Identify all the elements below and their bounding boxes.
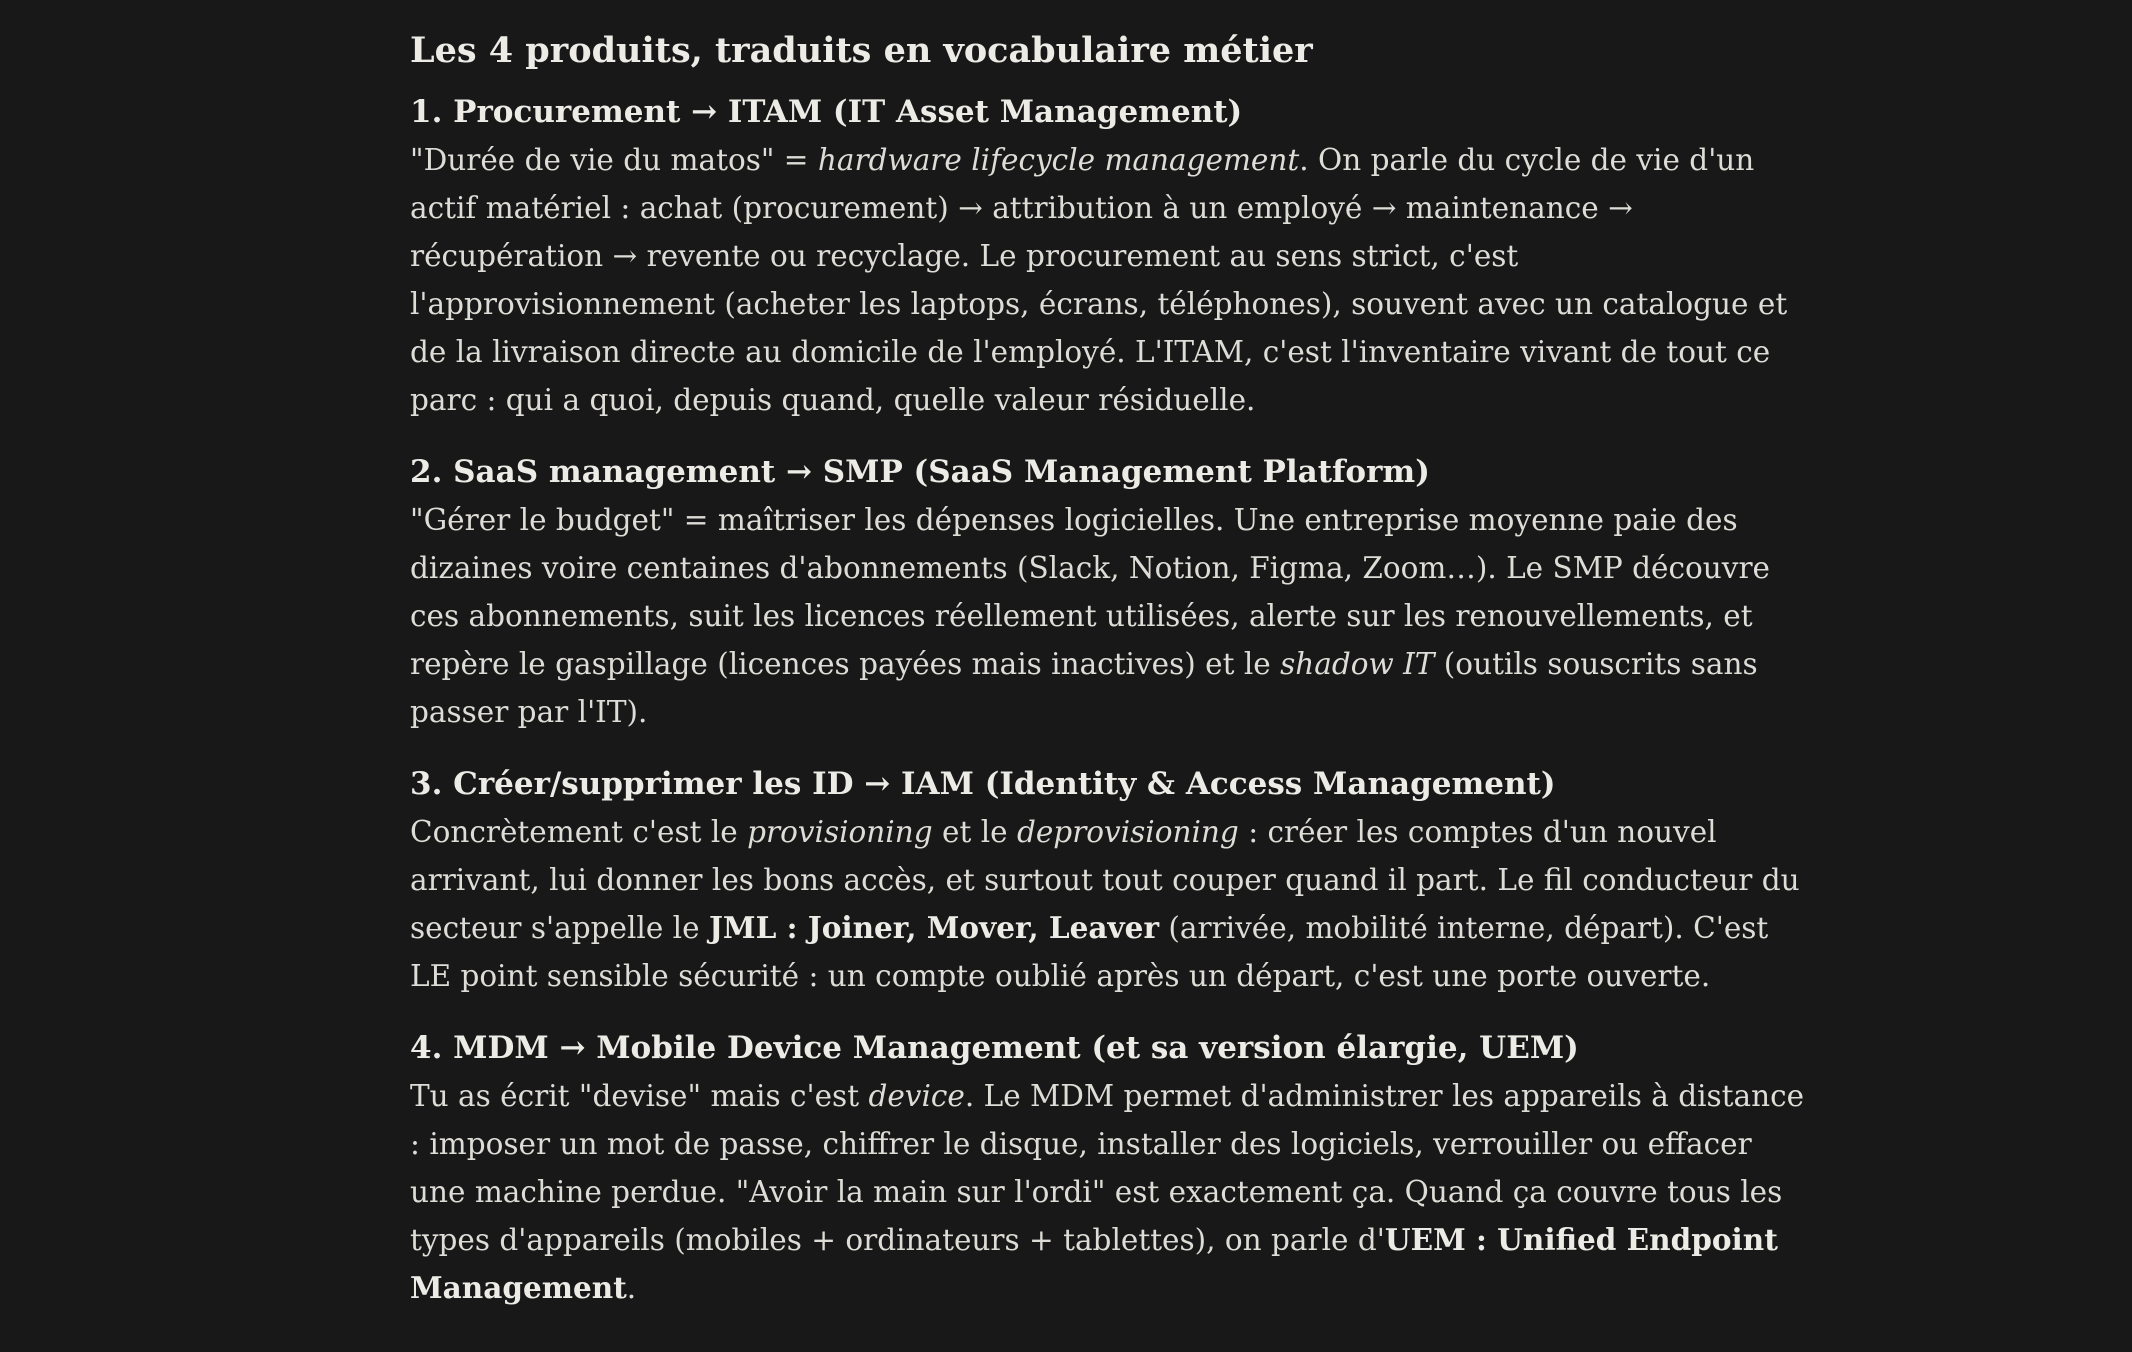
paragraph-text: : créer les comptes d'un nouvel arrivant, lui donner les bons accès, et surtout tout couper quand il part. Le fil conducteur du secteur s'appelle le [410,815,1800,945]
paragraph-text: "Durée de vie du matos" = [410,143,818,177]
section-heading: 1. Procurement → ITAM (IT Asset Management) [410,94,1243,130]
paragraph-text: (outils souscrits sans passer par l'IT). [410,647,1758,729]
paragraph-text: et le [932,815,1017,849]
emphasis-text: hardware lifecycle management [817,143,1300,177]
paragraph-text: . [626,1271,637,1305]
paragraph-text: (arrivée, mobilité interne, départ). C'est LE point sensible sécurité : un compte oublié après un départ, c'est une porte ouverte. [410,911,1769,993]
section-paragraph [410,808,1810,1000]
section-heading: 2. SaaS management → SMP (SaaS Management Platform) [410,454,1430,490]
section-iam [410,760,1810,1000]
section-heading: 4. MDM → Mobile Device Management (et sa version élargie, UEM) [410,1030,1579,1066]
emphasis-text: provisioning [747,815,933,849]
section-paragraph [410,496,1810,736]
bold-text: UEM : Unified Endpoint Management [410,1222,1778,1305]
paragraph-text: Tu as écrit "devise" mais c'est [410,1079,869,1113]
section-itam [410,88,1810,424]
page-title: Les 4 produits, traduits en vocabulaire métier [410,30,1313,71]
paragraph-text: . Le MDM permet d'administrer les appareils à distance : imposer un mot de passe, chiffrer le disque, installer des logiciels, verrouiller ou effacer une machine perdue. "Avoir la main sur l'ordi" est exactement ça. Quand ça couvre tous les types d'appareils (mobiles + ordinateurs + tablettes), on parle d' [410,1079,1805,1257]
emphasis-text: deprovisioning [1016,815,1239,849]
emphasis-text: device [868,1079,965,1113]
section-mdm [410,1024,1810,1312]
paragraph-text: . On parle du cycle de vie d'un actif matériel : achat (procurement) → attribution à un employé → maintenance → récupération → revente ou recyclage. Le procurement au sens strict, c'est l'approvisionnement (acheter les laptops, écrans, téléphones), souvent avec un catalogue et de la livraison directe au domicile de l'employé. L'ITAM, c'est l'inventaire vivant de tout ce parc : qui a quoi, depuis quand, quelle valeur résiduelle. [410,143,1788,417]
paragraph-text: Concrètement c'est le [410,815,748,849]
section-paragraph [410,136,1810,424]
section-heading: 3. Créer/supprimer les ID → IAM (Identity & Access Management) [410,766,1556,802]
document-body [410,24,1810,1336]
section-smp [410,448,1810,736]
paragraph-text: "Gérer le budget" = maîtriser les dépenses logicielles. Une entreprise moyenne paie des dizaines voire centaines d'abonnements (Slack, Notion, Figma, Zoom…). Le SMP découvre ces abonnements, suit les licences réellement utilisées, alerte sur les renouvellements, et repère le gaspillage (licences payées mais inactives) et le [410,503,1771,681]
bold-text: JML : Joiner, Mover, Leaver [708,910,1159,945]
emphasis-text: shadow IT [1280,647,1435,681]
section-paragraph [410,1072,1810,1312]
